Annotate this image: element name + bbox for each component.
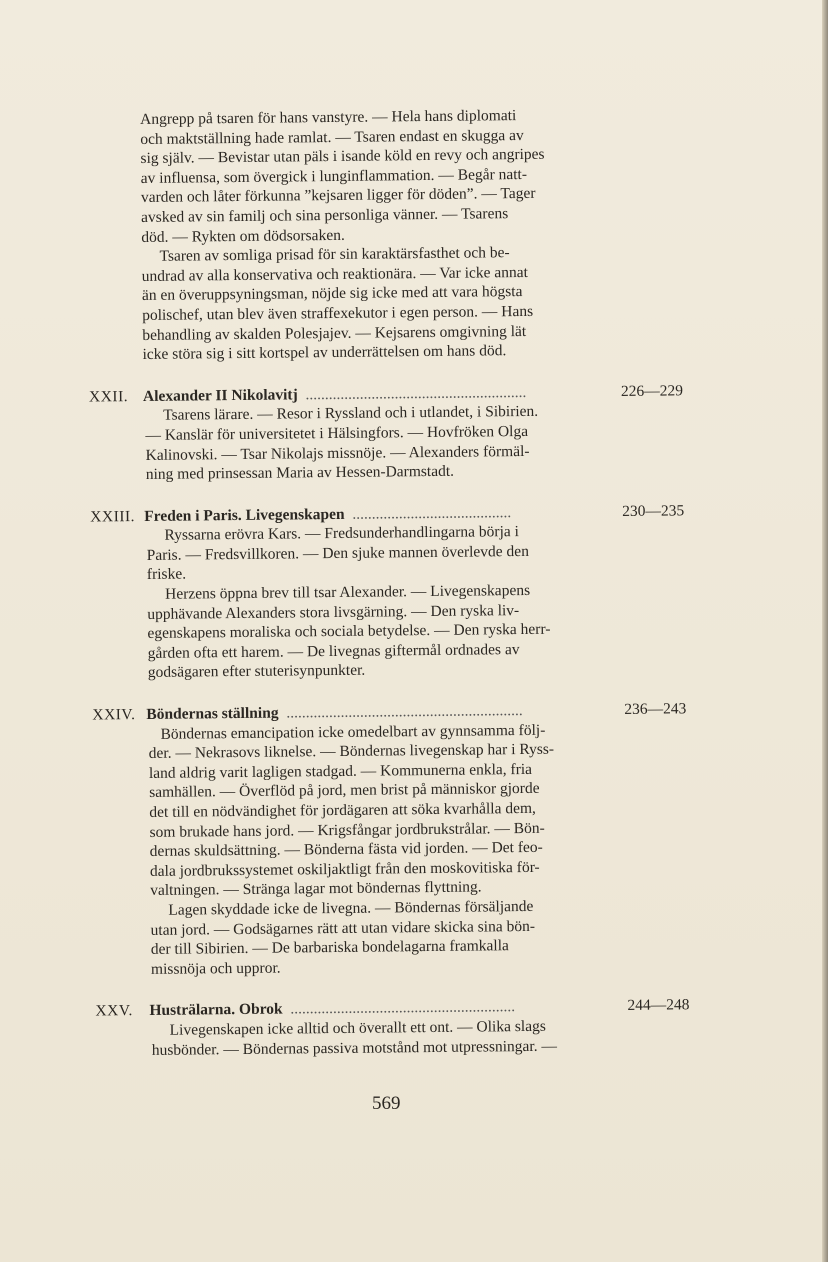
text-line: sig själv. — Bevistar utan päls i isande köld en revy och angripes [140, 145, 545, 168]
page-range: 236—243 [624, 700, 687, 718]
text-line: och maktställning hade ramlat. — Tsaren endast en skugga av [140, 126, 524, 148]
text-line: missnöja och uppror. [150, 959, 281, 978]
text-line: Angrepp på tsaren för hans vanstyre. — Hela hans diplomati [140, 107, 517, 128]
page-range: 226—229 [620, 382, 684, 400]
text-line: gården ofta ett harem. — De livegnas giftermål ordnades av [147, 640, 520, 662]
text-line: Tsarens lärare. — Resor i Ryssland och i utlandet, i Sibirien. [163, 403, 539, 425]
leader-dots: ............................................................. [282, 702, 523, 722]
text-line: behandling av skalden Polesjajev. — Kejsarens omgivning lät [142, 322, 527, 344]
intro-paragraph [140, 104, 671, 247]
chapter-xxiii [90, 501, 685, 683]
page-range: 230—235 [622, 502, 685, 520]
text-line: ning med prinsessan Maria av Hessen-Darmstadt. [145, 462, 455, 484]
text-line: Ryssarna erövra Kars. — Fredsunderhandlingarna börja i [164, 523, 520, 545]
text-line: land aldrig varit lagligen stadgad. — Kommunerna enkla, fria [148, 760, 533, 782]
text-line: Lagen skyddade icke de livegna. — Böndernas försäljande [168, 897, 534, 919]
text-line: Paris. — Fredsvillkoren. — Den sjuke mannen överlevde den [146, 542, 529, 564]
chapter-summary [150, 1015, 680, 1060]
text-line: dernas skuldsättning. — Bönderna fästa vid jorden. — Det feo- [149, 839, 543, 861]
leader-dots: ......................................................... [301, 383, 527, 404]
text-line: der till Sibirien. — De barbariska bondelagarna framkalla [150, 937, 509, 959]
chapter-title: Alexander II Nikolavitj [142, 386, 298, 405]
chapter-summary [143, 401, 674, 485]
text-line: av influensa, som övergick i lunginflammation. — Begår natt- [140, 165, 528, 187]
page-range: 244—248 [627, 996, 690, 1015]
chapter-number: XXIII. [90, 507, 136, 526]
text-line: husbönder. — Böndernas passiva motstånd mot utpressningar. — [151, 1037, 558, 1059]
chapter-xxv [95, 996, 690, 1060]
text-line: Herzens öppna brev till tsar Alexander. — Livegenskapens [164, 582, 531, 603]
text-line: der. — Nekrasovs liknelse. — Böndernas livegenskap har i Ryss- [148, 740, 555, 763]
text-line: — Kanslär för universitetet i Hälsingfors. — Hovfröken Olga [145, 422, 529, 444]
text-line: varden och låter förkunna ”kejsaren ligger för döden”. — Tager [140, 185, 536, 207]
chapter-number: XXII. [88, 387, 129, 406]
text-line: godsägaren efter stuterisynpunkter. [147, 662, 366, 682]
text-line: icke störa sig i sitt kortspel av underrättelsen om hans död. [142, 342, 507, 364]
chapter-number: XXIV. [92, 706, 136, 724]
chapter-title: Freden i Paris. Livegenskapen [144, 505, 345, 525]
text-line: egenskapens moraliska och sociala betydelse. — Den ryska herr- [147, 620, 551, 643]
text-line: än en överuppsyningsman, nöjde sig icke med att vara högsta [141, 283, 523, 305]
chapter-summary [146, 719, 679, 979]
text-line: Livegenskapen icke alltid och överallt ett ont. — Olika slags [169, 1017, 546, 1039]
chapter-xxii [88, 381, 684, 485]
chapter-number: XXV. [95, 1002, 133, 1020]
text-line: dala jordbrukssystemet oskiljaktligt från den moskovitiska för- [149, 858, 540, 880]
intro-paragraph-2 [141, 242, 672, 365]
chapter-xxiv [92, 699, 687, 979]
text-line: undrad av alla konservativa och reaktionära. — Var icke annat [141, 263, 529, 285]
text-line: polischef, utan blev även straffexekutor i egen person. — Hans [142, 302, 534, 324]
table-of-contents [88, 104, 690, 1060]
text-line: samhällen. — Överflöd på jord, men brist på människor gjorde [149, 780, 540, 802]
text-line: det till en nödvändighet för jordägaren att söka kvarhålla dem, [149, 799, 536, 821]
chapter-summary [144, 521, 676, 683]
page-edge [822, 0, 828, 1262]
text-line: Böndernas emancipation icke omedelbart av gynnsamma följ- [160, 721, 546, 743]
text-line: utan jord. — Godsägarnes rätt att utan vidare skicka sina bön- [150, 917, 536, 939]
text-line: friske. [146, 566, 187, 584]
page-number: 569 [372, 1093, 401, 1114]
text-line: Kalinovski. — Tsar Nikolajs missnöje. — Alexanders förmäl- [145, 442, 530, 464]
text-line: valtningen. — Stränga lagar mot böndernas flyttning. [150, 878, 482, 900]
leader-dots: .......................................................... [286, 998, 516, 1018]
text-line: avsked av sin familj och sina personliga vänner. — Tsarens [141, 205, 509, 226]
leader-dots: ......................................... [348, 503, 512, 523]
text-line: död. — Rykten om dödsorsaken. [141, 226, 345, 246]
chapter-title: Böndernas ställning [146, 704, 279, 723]
text-line: upphävande Alexanders stora livsgärning. — Den ryska liv- [147, 601, 520, 623]
text-line: som brukade hans jord. — Krigsfångar jordbrukstrålar. — Bön- [149, 819, 545, 841]
chapter-title: Husträlarna. Obrok [149, 1000, 283, 1020]
text-line: Tsaren av somliga prisad för sin karaktärsfasthet och be- [159, 244, 510, 265]
